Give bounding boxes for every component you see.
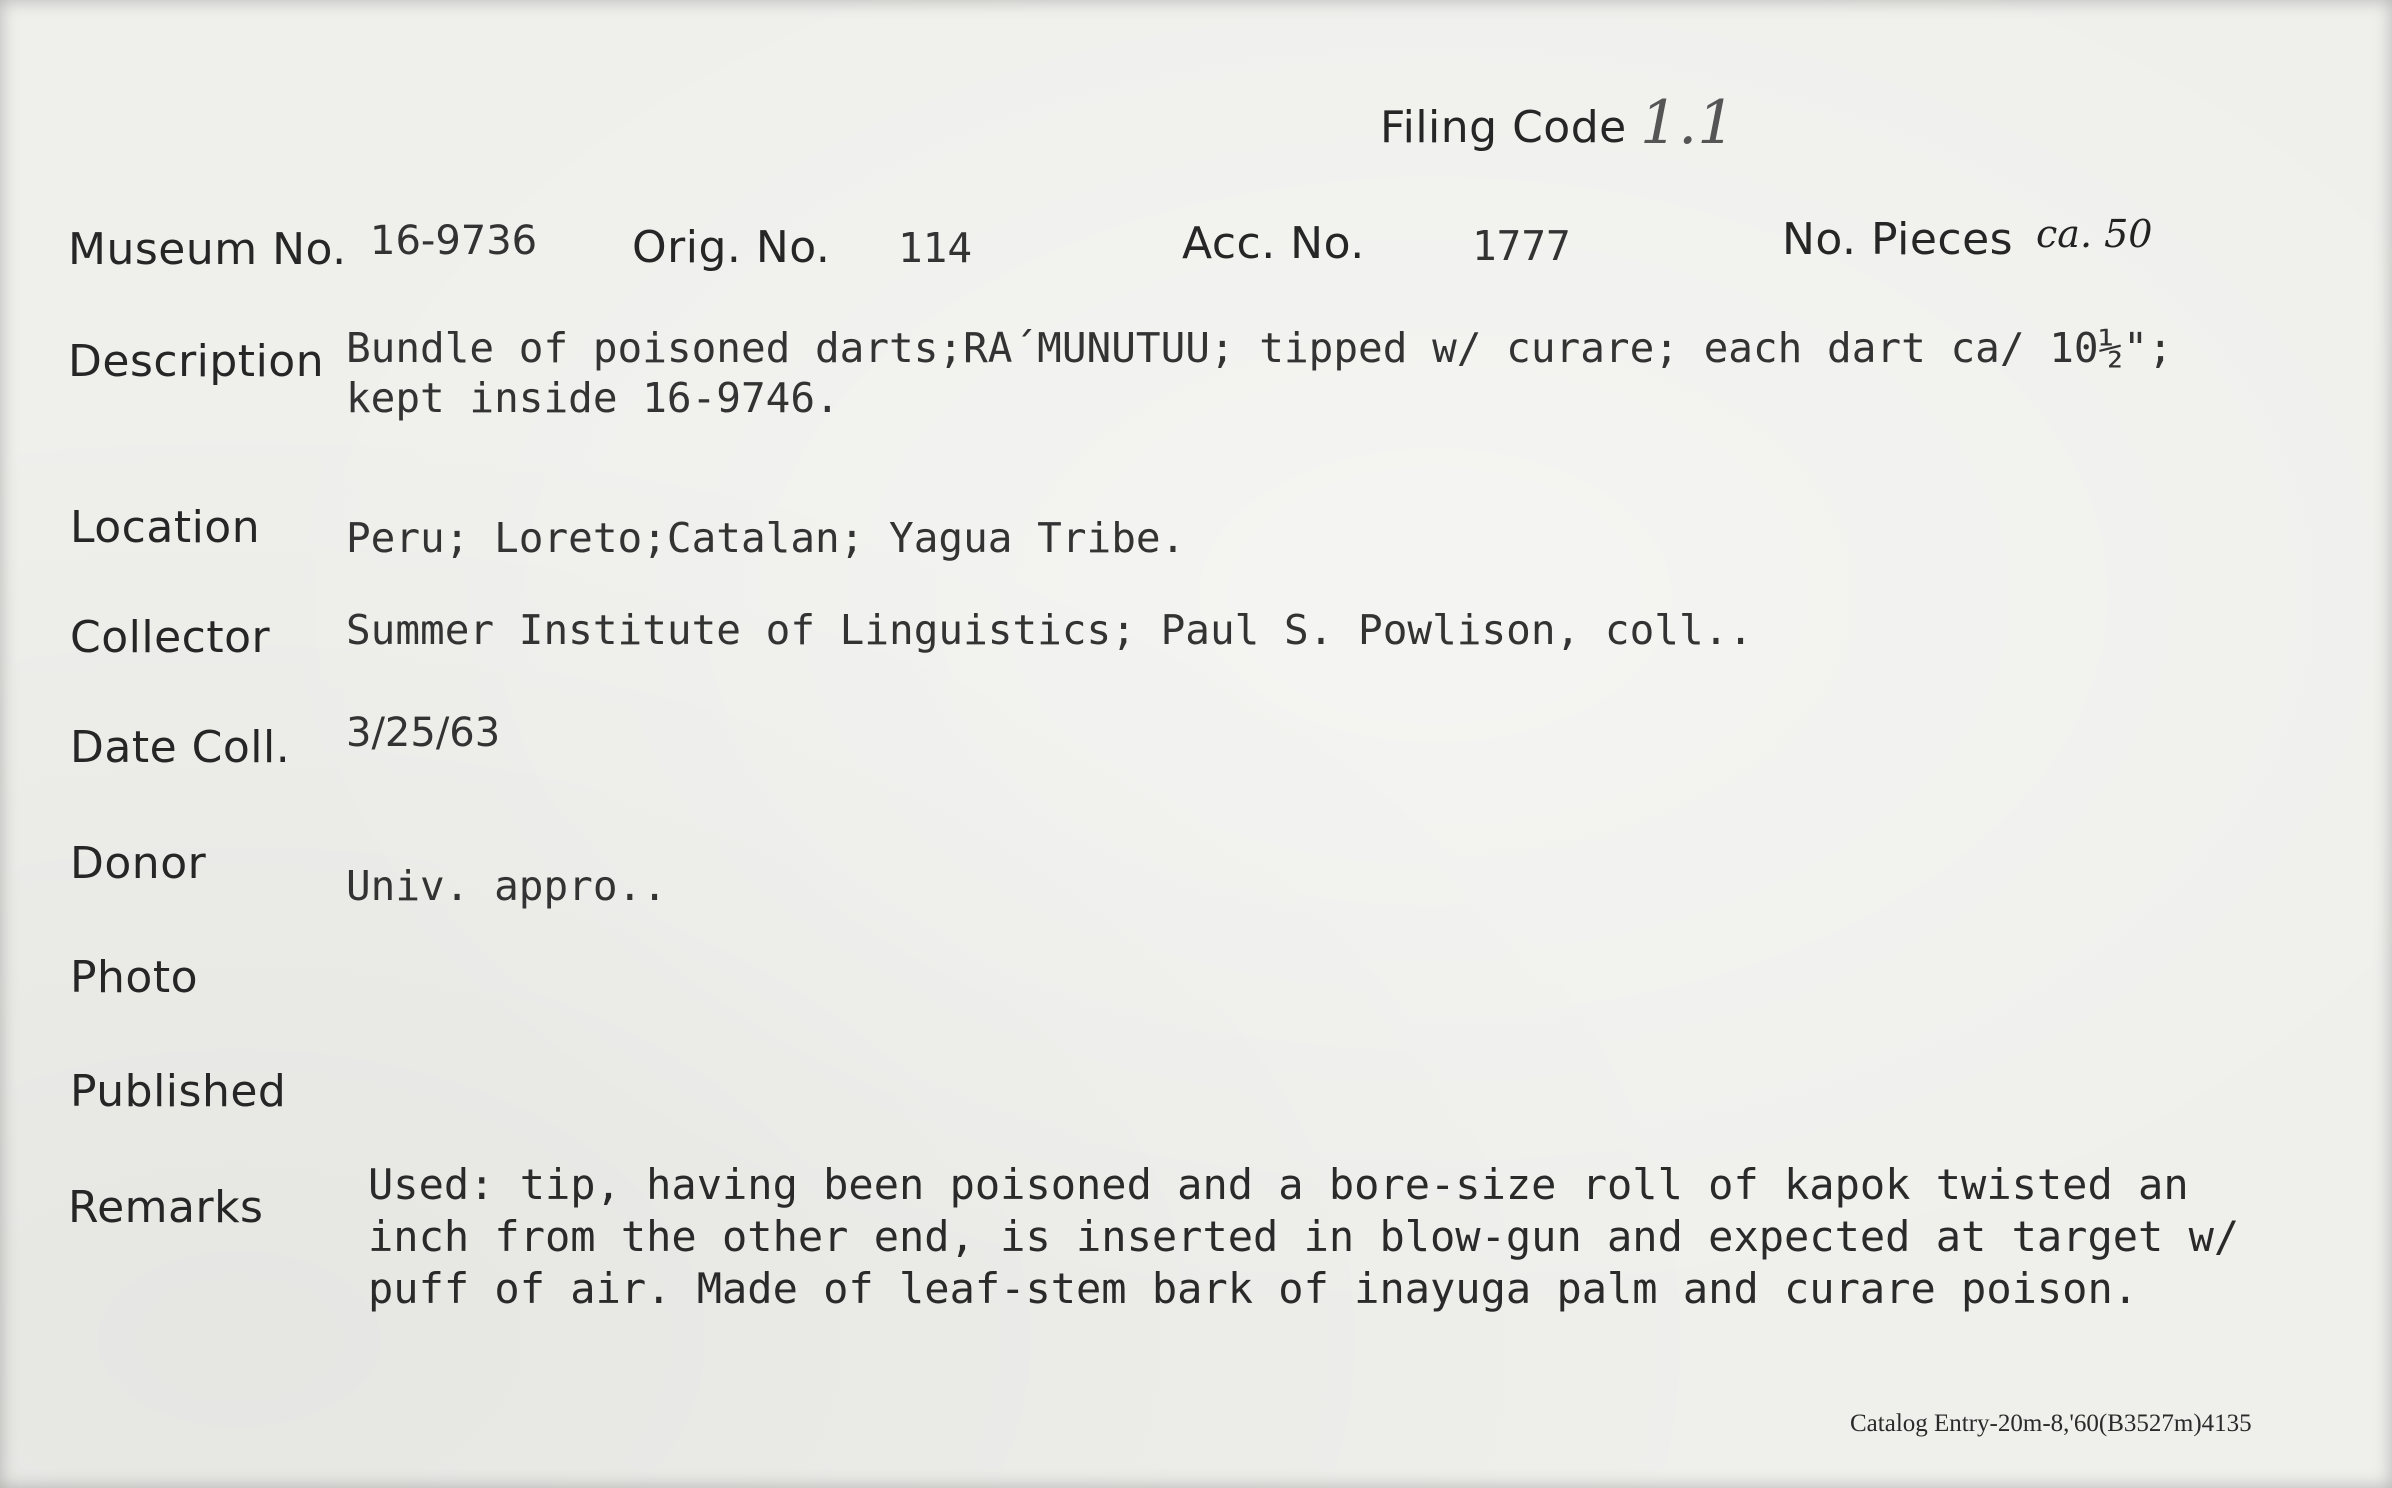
location-label: Location	[70, 502, 261, 553]
acc-no-label: Acc. No.	[1182, 218, 1365, 269]
photo-label: Photo	[70, 952, 199, 1003]
date-coll-value: 3/25/63	[346, 710, 501, 756]
published-label: Published	[70, 1066, 287, 1117]
no-pieces-label: No. Pieces	[1782, 214, 2014, 265]
catalog-footer: Catalog Entry-20m-8,'60(B3527m)4135	[1850, 1410, 2252, 1437]
museum-no-label: Museum No.	[68, 224, 347, 275]
location-value: Peru; Loreto;Catalan; Yagua Tribe.	[346, 514, 1186, 562]
filing-code-value: 1.1	[1640, 88, 1736, 158]
description-line-2: kept inside 16-9746.	[346, 374, 840, 422]
date-coll-label: Date Coll.	[70, 722, 291, 773]
orig-no-label: Orig. No.	[632, 222, 831, 273]
description-label: Description	[68, 336, 325, 387]
donor-label: Donor	[70, 838, 207, 889]
orig-no-value: 114	[898, 224, 973, 272]
description-line-1: Bundle of poisoned darts;RA´MUNUTUU; tipped w/ curare; each dart ca/ 10½";	[346, 324, 2173, 372]
no-pieces-value: ca. 50	[2036, 212, 2153, 256]
remarks-label: Remarks	[68, 1182, 264, 1233]
remarks-line-2: inch from the other end, is inserted in blow-gun and expected at target w/	[368, 1212, 2240, 1261]
filing-code-label: Filing Code	[1380, 102, 1627, 153]
remarks-line-1: Used: tip, having been poisoned and a bore-size roll of kapok twisted an	[368, 1160, 2189, 1209]
collector-value: Summer Institute of Linguistics; Paul S. Powlison, coll..	[346, 606, 1753, 654]
donor-value: Univ. appro..	[346, 862, 667, 910]
acc-no-value: 1777	[1472, 222, 1571, 270]
remarks-line-3: puff of air. Made of leaf-stem bark of inayuga palm and curare poison.	[368, 1264, 2139, 1313]
museum-no-value: 16-9736	[370, 218, 538, 264]
collector-label: Collector	[70, 612, 271, 663]
